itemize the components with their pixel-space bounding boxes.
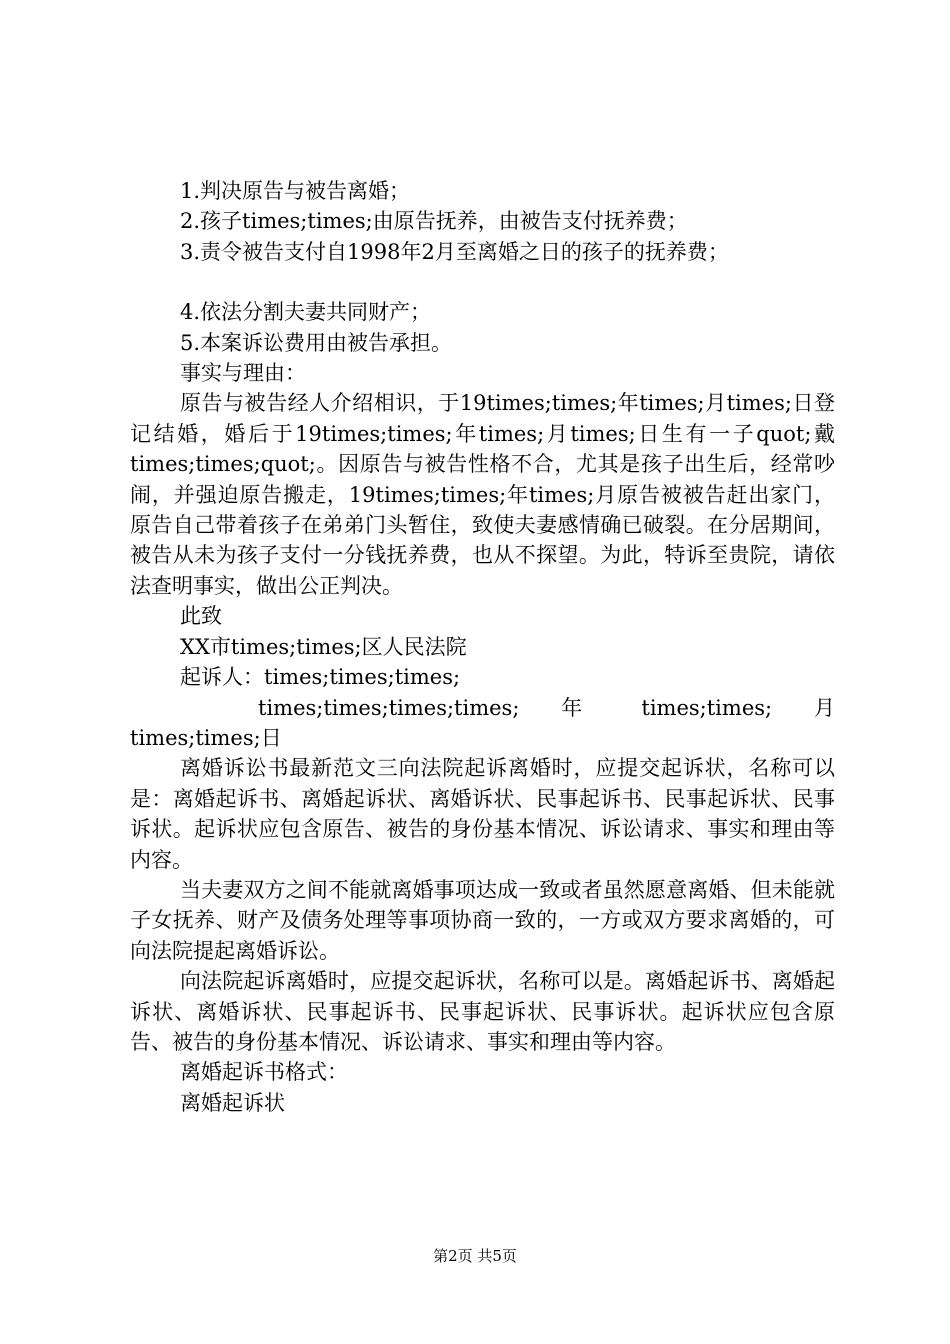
plaintiff-signature: 起诉人：times;times;times; [180, 665, 461, 690]
claim-item-4: 4.依法分割夫妻共同财产； [180, 300, 432, 325]
blank-line [130, 267, 835, 297]
facts-paragraph: 原告与被告经人介绍相识，于19times;times;年times;月times;日登记结婚，婚后于19times;times;年times;月times;日生有一子quot;戴times;times;quot;。因原告与被告性格不合，尤其是孩子出生后，经常吵闹，并强迫原告搬走，19times;times;年times;月原告被被告赶出家门，原告自己带着孩子在弟弟门头暂住，致使夫妻感情确已破裂。在分居期间，被告从未为孩子支付一分钱抚养费，也从不探望。为此，特诉至贵院，请依法查明事实，做出公正判决。 [130, 391, 835, 598]
facts-heading: 事实与理由： [180, 361, 306, 386]
signature-date: times;times;times;times; 年 times;times; 月times;times;日 [130, 695, 835, 750]
claim-item-3: 3.责令被告支付自1998年2月至离婚之日的孩子的抚养费； [180, 239, 729, 264]
court-name: XX市times;times;区人民法院 [180, 634, 467, 659]
sample-intro-paragraph: 离婚诉讼书最新范文三向法院起诉离婚时，应提交起诉状，名称可以是：离婚起诉书、离婚起诉状、离婚诉状、民事起诉书、民事起诉状、民事诉状。起诉状应包含原告、被告的身份基本情况、诉讼请求、事实和理由等内容。 [130, 756, 835, 872]
format-heading: 离婚起诉书格式： [180, 1060, 348, 1085]
salutation: 此致 [180, 604, 222, 629]
form-title: 离婚起诉状 [180, 1090, 285, 1115]
divorce-condition-paragraph: 当夫妻双方之间不能就离婚事项达成一致或者虽然愿意离婚、但未能就子女抚养、财产及债务处理等事项协商一致的，一方或双方要求离婚的，可向法院提起离婚诉讼。 [130, 877, 835, 963]
page-number: 第2页 共5页 [433, 1247, 517, 1265]
claim-item-1: 1.判决原告与被告离婚； [180, 179, 411, 203]
filing-requirements-paragraph: 向法院起诉离婚时，应提交起诉状，名称可以是。离婚起诉书、离婚起诉状、离婚诉状、民事起诉书、民事起诉状、民事诉状。起诉状应包含原告、被告的身份基本情况、诉讼请求、事实和理由等内容。 [130, 969, 835, 1054]
claim-item-5: 5.本案诉讼费用由被告承担。 [180, 330, 453, 355]
document-body [130, 176, 835, 1118]
claim-item-2: 2.孩子times;times;由原告抚养，由被告支付抚养费； [180, 209, 688, 234]
